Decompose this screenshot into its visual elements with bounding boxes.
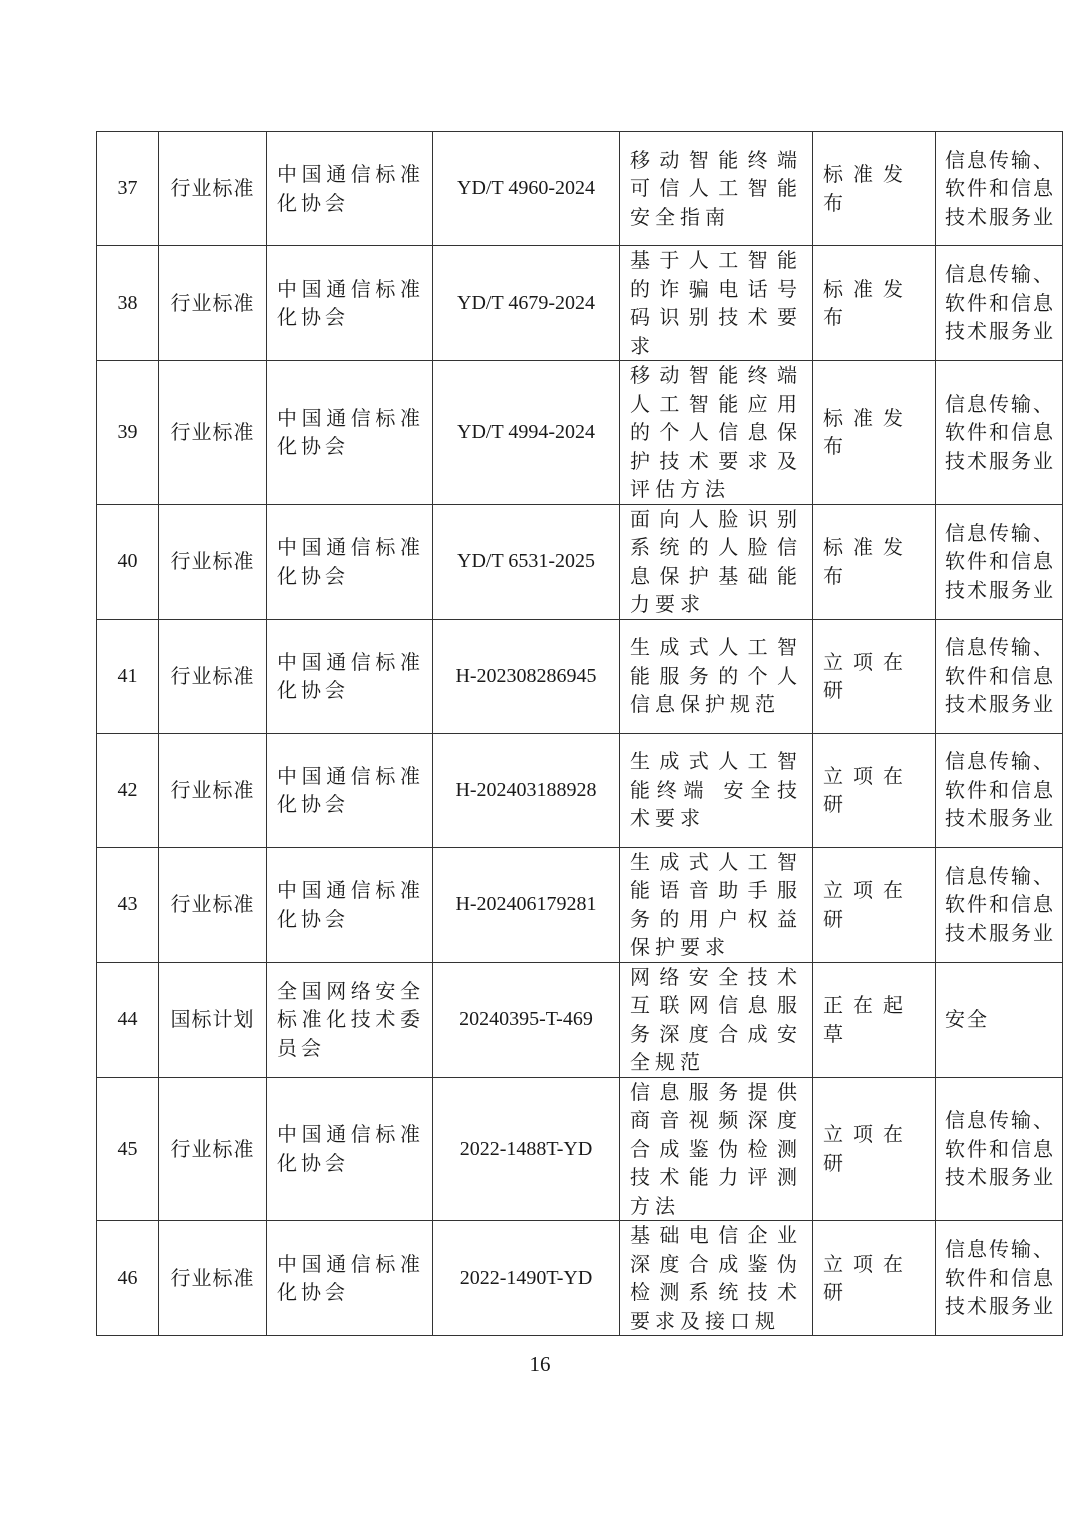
standard-code: H-202308286945: [433, 619, 620, 733]
standard-name: 生成式人工智能终端 安全技术要求: [620, 733, 813, 847]
industry: 信息传输、软件和信息技术服务业: [936, 619, 1063, 733]
industry: 信息传输、软件和信息技术服务业: [936, 246, 1063, 361]
standard-name: 面向人脸识别系统的人脸信息保护基础能力要求: [620, 504, 813, 619]
organization: 全国网络安全标准化技术委员会: [267, 962, 433, 1077]
standard-code: H-202406179281: [433, 847, 620, 962]
industry: 信息传输、软件和信息技术服务业: [936, 733, 1063, 847]
standard-name: 信息服务提供商音视频深度合成鉴伪检测技术能力评测方法: [620, 1077, 813, 1221]
standard-type: 行业标准: [159, 1221, 267, 1336]
standard-type: 行业标准: [159, 619, 267, 733]
row-number: 42: [97, 733, 159, 847]
status: 标准发布: [813, 504, 936, 619]
standard-name: 生成式人工智能语音助手服务的用户权益保护要求: [620, 847, 813, 962]
standard-type: 行业标准: [159, 132, 267, 246]
table-row: [97, 1221, 1063, 1336]
table-row: [97, 847, 1063, 962]
table-row: [97, 619, 1063, 733]
standard-type: 行业标准: [159, 847, 267, 962]
standard-name: 移动智能终端可信人工智能安全指南: [620, 132, 813, 246]
organization: 中国通信标准化协会: [267, 132, 433, 246]
table-row: [97, 1077, 1063, 1221]
row-number: 43: [97, 847, 159, 962]
industry: 信息传输、软件和信息技术服务业: [936, 504, 1063, 619]
row-number: 37: [97, 132, 159, 246]
row-number: 40: [97, 504, 159, 619]
row-number: 44: [97, 962, 159, 1077]
standard-name: 基于人工智能的诈骗电话号码识别技术要求: [620, 246, 813, 361]
standard-code: 2022-1488T-YD: [433, 1077, 620, 1221]
row-number: 39: [97, 361, 159, 505]
organization: 中国通信标准化协会: [267, 504, 433, 619]
standard-code: YD/T 6531-2025: [433, 504, 620, 619]
status: 立项在研: [813, 1077, 936, 1221]
standards-table: [96, 131, 1063, 1336]
organization: 中国通信标准化协会: [267, 1077, 433, 1221]
industry: 安全: [936, 962, 1063, 1077]
standard-name: 生成式人工智能服务的个人信息保护规范: [620, 619, 813, 733]
row-number: 38: [97, 246, 159, 361]
table-row: [97, 962, 1063, 1077]
standard-code: YD/T 4994-2024: [433, 361, 620, 505]
status: 正在起草: [813, 962, 936, 1077]
standards-table-body: [97, 132, 1063, 1336]
table-row: [97, 361, 1063, 505]
standard-name: 网络安全技术互联网信息服务深度合成安全规范: [620, 962, 813, 1077]
page-number: 16: [529, 1352, 551, 1376]
status: 标准发布: [813, 132, 936, 246]
table-row: [97, 132, 1063, 246]
row-number: 45: [97, 1077, 159, 1221]
industry: 信息传输、软件和信息技术服务业: [936, 132, 1063, 246]
standard-type: 行业标准: [159, 361, 267, 505]
row-number: 46: [97, 1221, 159, 1336]
standard-type: 行业标准: [159, 246, 267, 361]
organization: 中国通信标准化协会: [267, 246, 433, 361]
organization: 中国通信标准化协会: [267, 847, 433, 962]
status: 立项在研: [813, 619, 936, 733]
standard-type: 行业标准: [159, 504, 267, 619]
status: 立项在研: [813, 847, 936, 962]
table-row: [97, 504, 1063, 619]
organization: 中国通信标准化协会: [267, 1221, 433, 1336]
status: 立项在研: [813, 733, 936, 847]
row-number: 41: [97, 619, 159, 733]
standard-code: YD/T 4960-2024: [433, 132, 620, 246]
standard-code: YD/T 4679-2024: [433, 246, 620, 361]
industry: 信息传输、软件和信息技术服务业: [936, 1221, 1063, 1336]
standard-type: 行业标准: [159, 1077, 267, 1221]
standard-name: 基础电信企业深度合成鉴伪检测系统技术要求及接口规: [620, 1221, 813, 1336]
table-row: [97, 246, 1063, 361]
organization: 中国通信标准化协会: [267, 619, 433, 733]
standard-code: 2022-1490T-YD: [433, 1221, 620, 1336]
industry: 信息传输、软件和信息技术服务业: [936, 847, 1063, 962]
status: 标准发布: [813, 246, 936, 361]
industry: 信息传输、软件和信息技术服务业: [936, 361, 1063, 505]
table-row: [97, 733, 1063, 847]
standard-code: 20240395-T-469: [433, 962, 620, 1077]
standard-name: 移动智能终端人工智能应用的个人信息保护技术要求及评估方法: [620, 361, 813, 505]
industry: 信息传输、软件和信息技术服务业: [936, 1077, 1063, 1221]
standard-type: 行业标准: [159, 733, 267, 847]
standard-type: 国标计划: [159, 962, 267, 1077]
organization: 中国通信标准化协会: [267, 361, 433, 505]
organization: 中国通信标准化协会: [267, 733, 433, 847]
standard-code: H-202403188928: [433, 733, 620, 847]
status: 立项在研: [813, 1221, 936, 1336]
status: 标准发布: [813, 361, 936, 505]
